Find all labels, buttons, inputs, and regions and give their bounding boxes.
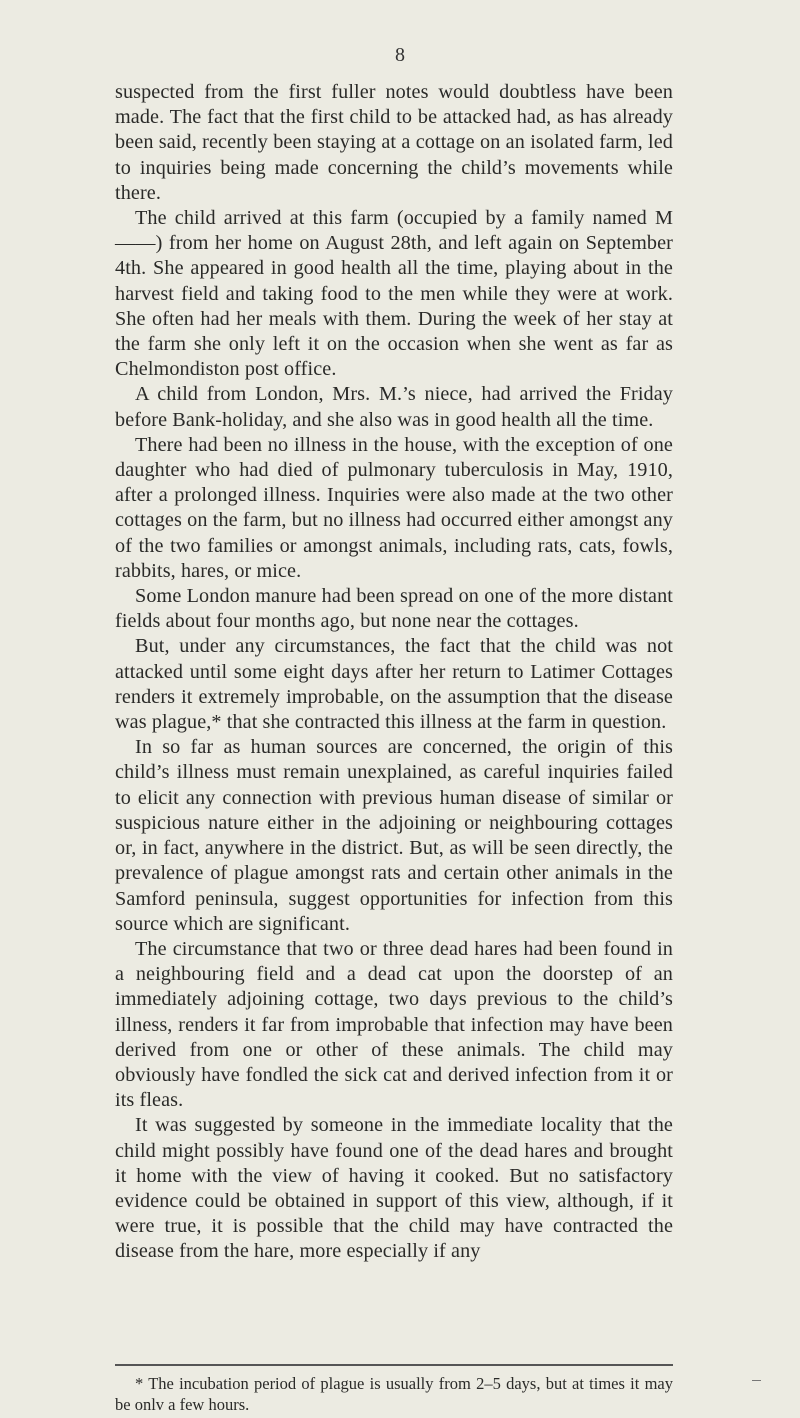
paragraph-2: The child arrived at this farm (occupied by a family named M——) from her home on August 28th, and left again on September 4th. She appeared in good health all the time, playing about in the harvest field and taking food to the men while they were at work. She often had her meals with them. During the week of her stay at the farm she only left it on the occasion when she went as far as Chelmondiston post office. xyxy=(115,207,673,381)
paragraph-7: In so far as human sources are concerned, the origin of this child’s illness must remain unexplained, as careful inquiries failed to elicit any connection with previous human disease of similar or suspicious nature either in the adjoining or neighbouring cottages or, in fact, anywhere in the district. But, as will be seen directly, the prevalence of plague amongst rats and certain other animals in the Samford peninsula, suggest opportunities for infection from this source which are significant. xyxy=(115,736,673,935)
paragraph-4: There had been no illness in the house, with the exception of one daughter who had died of pulmonary tuberculosis in May, 1910, after a prolonged illness. Inquiries were also made at the two other cottages on the farm, but no illness had occurred either amongst any of the two families or amongst animals, including rats, cats, fowls, rabbits, hares, or mice. xyxy=(115,433,673,582)
paragraph-3: A child from London, Mrs. M.’s niece, had arrived the Friday before Bank-holiday, and she also was in good health all the time. xyxy=(115,383,673,431)
paragraph-5: Some London manure had been spread on one of the more distant fields about four months ago, but none near the cottages. xyxy=(115,585,673,633)
body-text xyxy=(115,80,673,1265)
margin-mark xyxy=(752,1380,761,1381)
paragraph-1: suspected from the first fuller notes would doubtless have been made. The fact that the first child to be attacked had, as has already been said, recently been staying at a cottage on an isolated farm, led to inquiries being made concerning the child’s movements while there. xyxy=(115,81,673,204)
paragraph-9: It was suggested by someone in the immediate locality that the child might possibly have found one of the dead hares and brought it home with the view of having it cooked. But no satisfactory evidence could be obtained in support of this view, although, if it were true, it is possible that the child may have contracted the disease from the hare, more especially if any xyxy=(115,1114,673,1263)
footnote-rule xyxy=(115,1364,673,1366)
footnote-text: * The incubation period of plague is usually from 2–5 days, but at times it may be onlv a few hours. xyxy=(115,1374,673,1414)
page-number: 8 xyxy=(395,44,405,66)
footnote xyxy=(115,1373,673,1415)
paragraph-8: The circumstance that two or three dead hares had been found in a neighbouring field and a dead cat upon the doorstep of an immediately adjoining cottage, two days previous to the child’s illness, renders it far from improbable that infection may have been derived from one or other of these animals. The child may obviously have fondled the sick cat and derived infection from it or its fleas. xyxy=(115,937,673,1112)
paragraph-6: But, under any circumstances, the fact that the child was not attacked until some eight days after her return to Latimer Cottages renders it extremely improbable, on the assumption that the disease was plague,* that she contracted this illness at the farm in question. xyxy=(115,635,673,734)
